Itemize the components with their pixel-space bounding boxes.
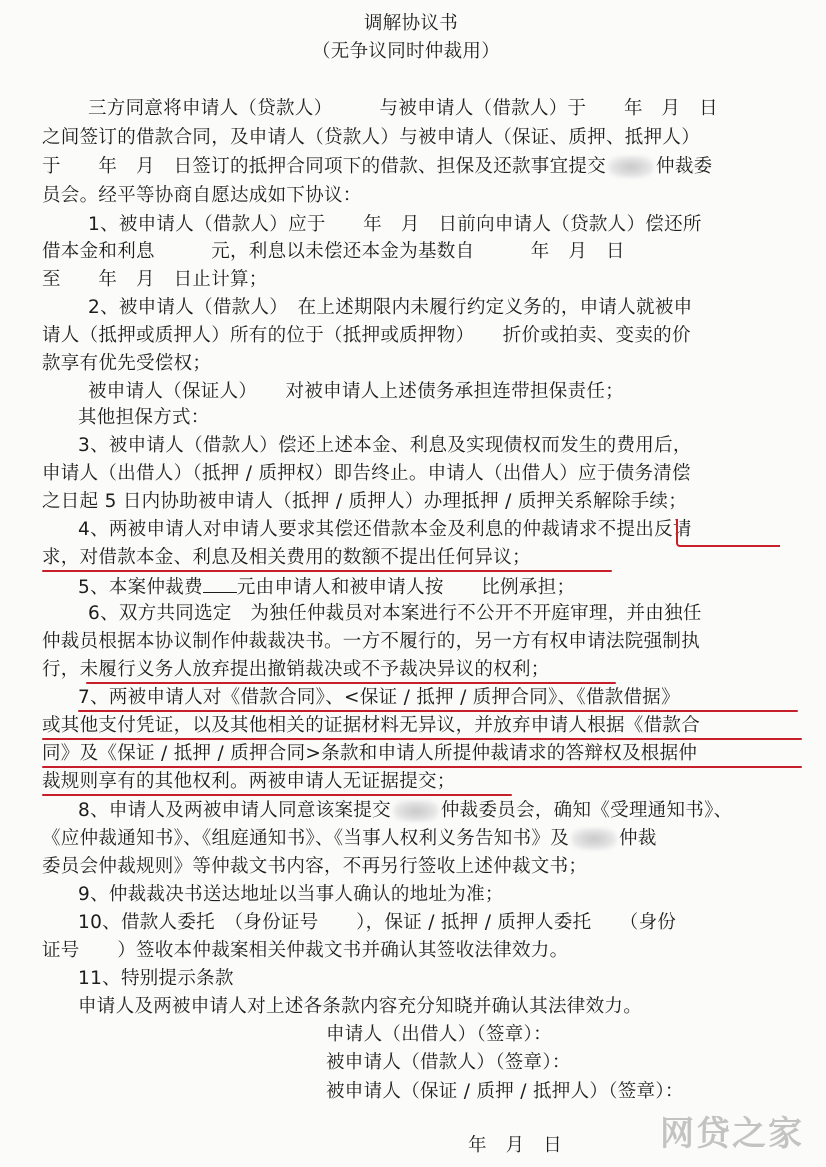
para-intro-line-4: 员会。经平等协商自愿达成如下协议： [42, 185, 362, 206]
clause-8-line-3: 委员会仲裁规则》等仲裁文书内容，不再另行签收上述仲裁文书； [42, 856, 588, 877]
clause-6-line-2: 仲裁员根据本协议制作仲裁裁决书。一方不履行的，另一方有权申请法院强制执 [42, 631, 701, 652]
clause-7-line-1: 7、两被申请人对《借款合同》、<保证 / 抵押 / 质押合同》、《借款借据》 [78, 687, 680, 708]
fee-blank [203, 574, 237, 593]
document-subtitle: （无争议同时仲裁用） [312, 41, 501, 62]
clause-4-line-2: 求，对借款本金、利息及相关费用的数额不提出任何异议； [42, 547, 531, 568]
para-intro-line-1: 三方同意将申请人（贷款人） 与被申请人（借款人）于 年 月 日 [88, 98, 718, 119]
clause-3-line-1: 3、被申请人（借款人）偿还上述本金、利息及实现债权而发生的费用后， [78, 435, 692, 456]
para-intro-line-3 [42, 155, 712, 179]
clause-8-line-1 [78, 799, 732, 823]
clause-10-line-2: 证号 ）签收本仲裁案相关仲裁文书并确认其签收法律效力。 [42, 940, 569, 961]
clause-2-line-1: 2、被申请人（借款人） 在上述期限内未履行约定义务的，申请人就被申 [88, 297, 693, 318]
signature-date: 年 月 日 [468, 1135, 563, 1156]
clause-5-line-1 [78, 574, 575, 600]
clause-2-line-2: 请人（抵押或质押人）所有的位于（抵押或质押物） 折价或拍卖、变卖的价 [42, 325, 691, 346]
clause-8-text: 8、申请人及两被申请人同意该案提交 [78, 800, 391, 821]
clause-6-line-1: 6、双方共同选定 为独任仲裁员对本案进行不公开不开庭审理，并由独任 [88, 603, 702, 624]
signature-respondent-borrower: 被申请人（借款人）（签章）： [326, 1052, 571, 1073]
clause-1-line-2: 借本金和利息 元，利息以未偿还本金为基数自 年 月 日 [42, 241, 625, 262]
clause-3-line-2: 申请人（出借人）（抵押 / 质押权）即告终止。申请人（出借人）应于债务清偿 [42, 463, 691, 484]
clause-2-line-3: 款享有优先受偿权； [42, 353, 212, 374]
document-title: 调解协议书 [364, 13, 459, 34]
highlight-underline [78, 710, 798, 712]
clause-2-line-4: 被申请人（保证人） 对被申请人上述债务承担连带担保责任； [88, 381, 624, 402]
clause-5-tail: 元由申请人和被申请人按 比例承担； [236, 577, 576, 598]
clause-10-line-1: 10、借款人委托 （身份证号 ），保证 / 抵押 / 质押人委托 （身份 [78, 912, 677, 933]
signature-respondent-guarantor: 被申请人（保证 / 质押 / 抵押人）（签章）： [326, 1081, 684, 1102]
clause-7-line-4: 裁规则享有的其他权利。两被申请人无证据提交； [42, 771, 456, 792]
clause-2-line-5: 其他担保方式： [78, 407, 210, 428]
para-intro-line-3-text: 于 年 月 日签订的抵押合同项下的借款、担保及还款事宜提交 [42, 156, 607, 177]
highlight-underline [42, 570, 612, 572]
highlight-underline [42, 794, 512, 796]
clause-8-tail: 仲裁委员会，确知《受理通知书》、 [440, 800, 733, 821]
clause-11-text: 申请人及两被申请人对上述各条款内容充分知晓并确认其法律效力。 [78, 996, 643, 1017]
clause-7-line-2: 或其他支付凭证，以及其他相关的证据材料无异议，并放弃申请人根据《借款合 [42, 715, 701, 736]
clause-6-line-3: 行，未履行义务人放弃提出撤销裁决或不予裁决异议的权利； [42, 659, 550, 680]
site-watermark: 网贷之家 [660, 1114, 804, 1154]
highlight-mark [676, 519, 780, 547]
highlight-underline [86, 682, 616, 684]
highlight-underline [42, 766, 802, 768]
clause-3-line-3: 之日起 5 日内协助被申请人（抵押 / 质押人）办理抵押 / 质押关系解除手续； [42, 491, 688, 512]
clause-8-line-2-tail: 仲裁 [619, 828, 657, 849]
para-intro-line-3-tail: 仲裁委 [656, 156, 713, 177]
clause-11-title: 11、特别提示条款 [78, 968, 234, 989]
clause-5-text: 5、本案仲裁费 [78, 577, 203, 598]
clause-8-line-2 [42, 827, 657, 851]
clause-1-line-1: 1、被申请人（借款人）应于 年 月 日前向申请人（贷款人）偿还所 [88, 214, 702, 235]
redacted-blur [608, 156, 654, 178]
clause-9-line-1: 9、仲裁裁决书送达地址以当事人确认的地址为准； [78, 884, 504, 905]
redacted-blur [571, 828, 617, 850]
highlight-underline [42, 738, 802, 740]
clause-4-line-1: 4、两被申请人对申请人要求其偿还借款本金及利息的仲裁请求不提出反请 [78, 519, 692, 540]
para-intro-line-2: 之间签订的借款合同，及申请人（贷款人）与被申请人（保证、质押、抵押人） [42, 127, 701, 148]
clause-8-line-2-text: 《应仲裁通知书》、《组庭通知书》、《当事人权利义务告知书》及 [42, 828, 570, 849]
clause-7-line-3: 同》及《保证 / 抵押 / 质押合同>条款和申请人所提仲裁请求的答辩权及根据仲 [42, 743, 698, 764]
signature-applicant: 申请人（出借人）（签章）： [326, 1024, 552, 1045]
clause-1-line-3: 至 年 月 日止计算； [42, 269, 268, 290]
redacted-blur [393, 800, 439, 822]
